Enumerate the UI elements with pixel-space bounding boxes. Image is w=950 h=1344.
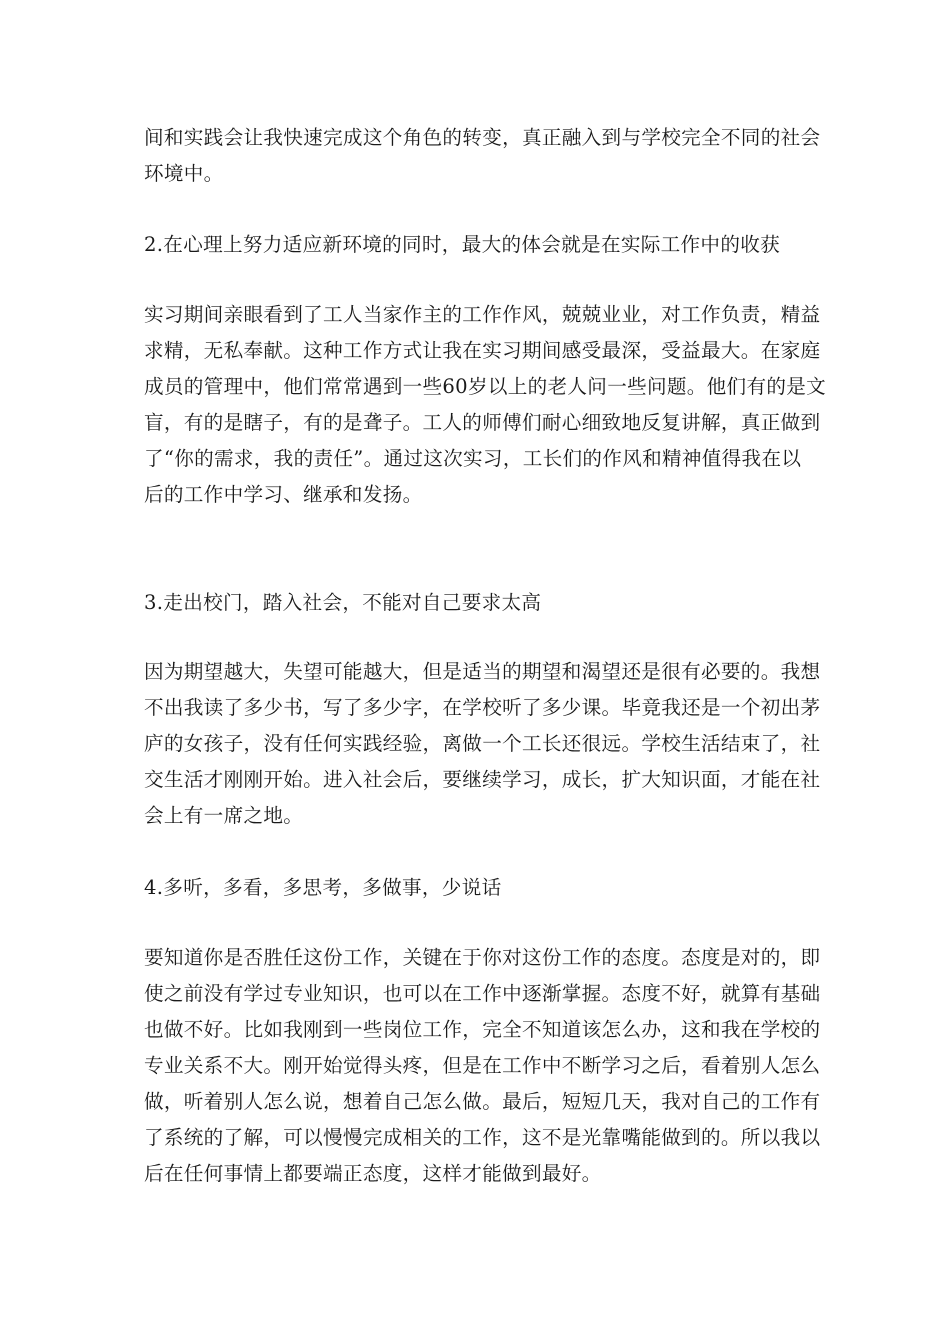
heading-text: 4.多听，多看，多思考，多做事，少说话: [144, 876, 502, 899]
text-line: 也做不好。比如我刚到一些岗位工作，完全不知道该怎么办，这和我在学校的: [144, 1018, 821, 1041]
heading-text: 2.在心理上努力适应新环境的同时，最大的体会就是在实际工作中的收获: [144, 233, 780, 256]
heading-text: 3.走出校门，踏入社会，不能对自己要求太高: [144, 591, 542, 614]
text-line: 庐的女孩子，没有任何实践经验，离做一个工长还很远。学校生活结束了，社: [144, 732, 821, 755]
text-line: 盲，有的是瞎子，有的是聋子。工人的师傅们耐心细致地反复讲解，真正做到: [144, 411, 821, 434]
paragraph-section-2: [144, 297, 827, 513]
text-line: 因为期望越大，失望可能越大，但是适当的期望和渴望还是很有必要的。我想: [144, 660, 821, 683]
text-line: 后在任何事情上都要端正态度，这样才能做到最好。: [144, 1162, 602, 1185]
text-line: 成员的管理中，他们常常遇到一些60岁以上的老人问一些问题。他们有的是文: [144, 375, 827, 398]
text-line: 实习期间亲眼看到了工人当家作主的工作作风，兢兢业业，对工作负责，精益: [144, 303, 821, 326]
text-line: 使之前没有学过专业知识，也可以在工作中逐渐掌握。态度不好，就算有基础: [144, 982, 821, 1005]
text-line: 后的工作中学习、继承和发扬。: [144, 483, 423, 506]
text-line: 了系统的了解，可以慢慢完成相关的工作，这不是光靠嘴能做到的。所以我以: [144, 1126, 821, 1149]
text-line: 间和实践会让我快速完成这个角色的转变，真正融入到与学校完全不同的社会: [144, 126, 821, 149]
text-line: 环境中。: [144, 162, 224, 185]
text-line: 不出我读了多少书，写了多少字，在学校听了多少课。毕竟我还是一个初出茅: [144, 696, 821, 719]
text-line: 要知道你是否胜任这份工作，关键在于你对这份工作的态度。态度是对的，即: [144, 946, 821, 969]
text-line: 会上有一席之地。: [144, 804, 304, 827]
text-line: 做，听着别人怎么说，想着自己怎么做。最后，短短几天，我对自己的工作有: [144, 1090, 821, 1113]
text-line: 专业关系不大。刚开始觉得头疼，但是在工作中不断学习之后，看着别人怎么: [144, 1054, 821, 1077]
section-heading-3: [144, 585, 808, 621]
paragraph-section-4: [144, 940, 821, 1192]
paragraph-section-3: [144, 654, 821, 834]
section-heading-2: [144, 227, 808, 263]
text-line: 求精，无私奉献。这种工作方式让我在实习期间感受最深，受益最大。在家庭: [144, 339, 821, 362]
text-line: 交生活才刚刚开始。进入社会后，要继续学习，成长，扩大知识面，才能在社: [144, 768, 821, 791]
section-heading-4: [144, 870, 808, 906]
paragraph-intro-continued: [144, 120, 821, 192]
text-line: 了“你的需求，我的责任”。通过这次实习，工长们的作风和精神值得我在以: [144, 447, 802, 470]
